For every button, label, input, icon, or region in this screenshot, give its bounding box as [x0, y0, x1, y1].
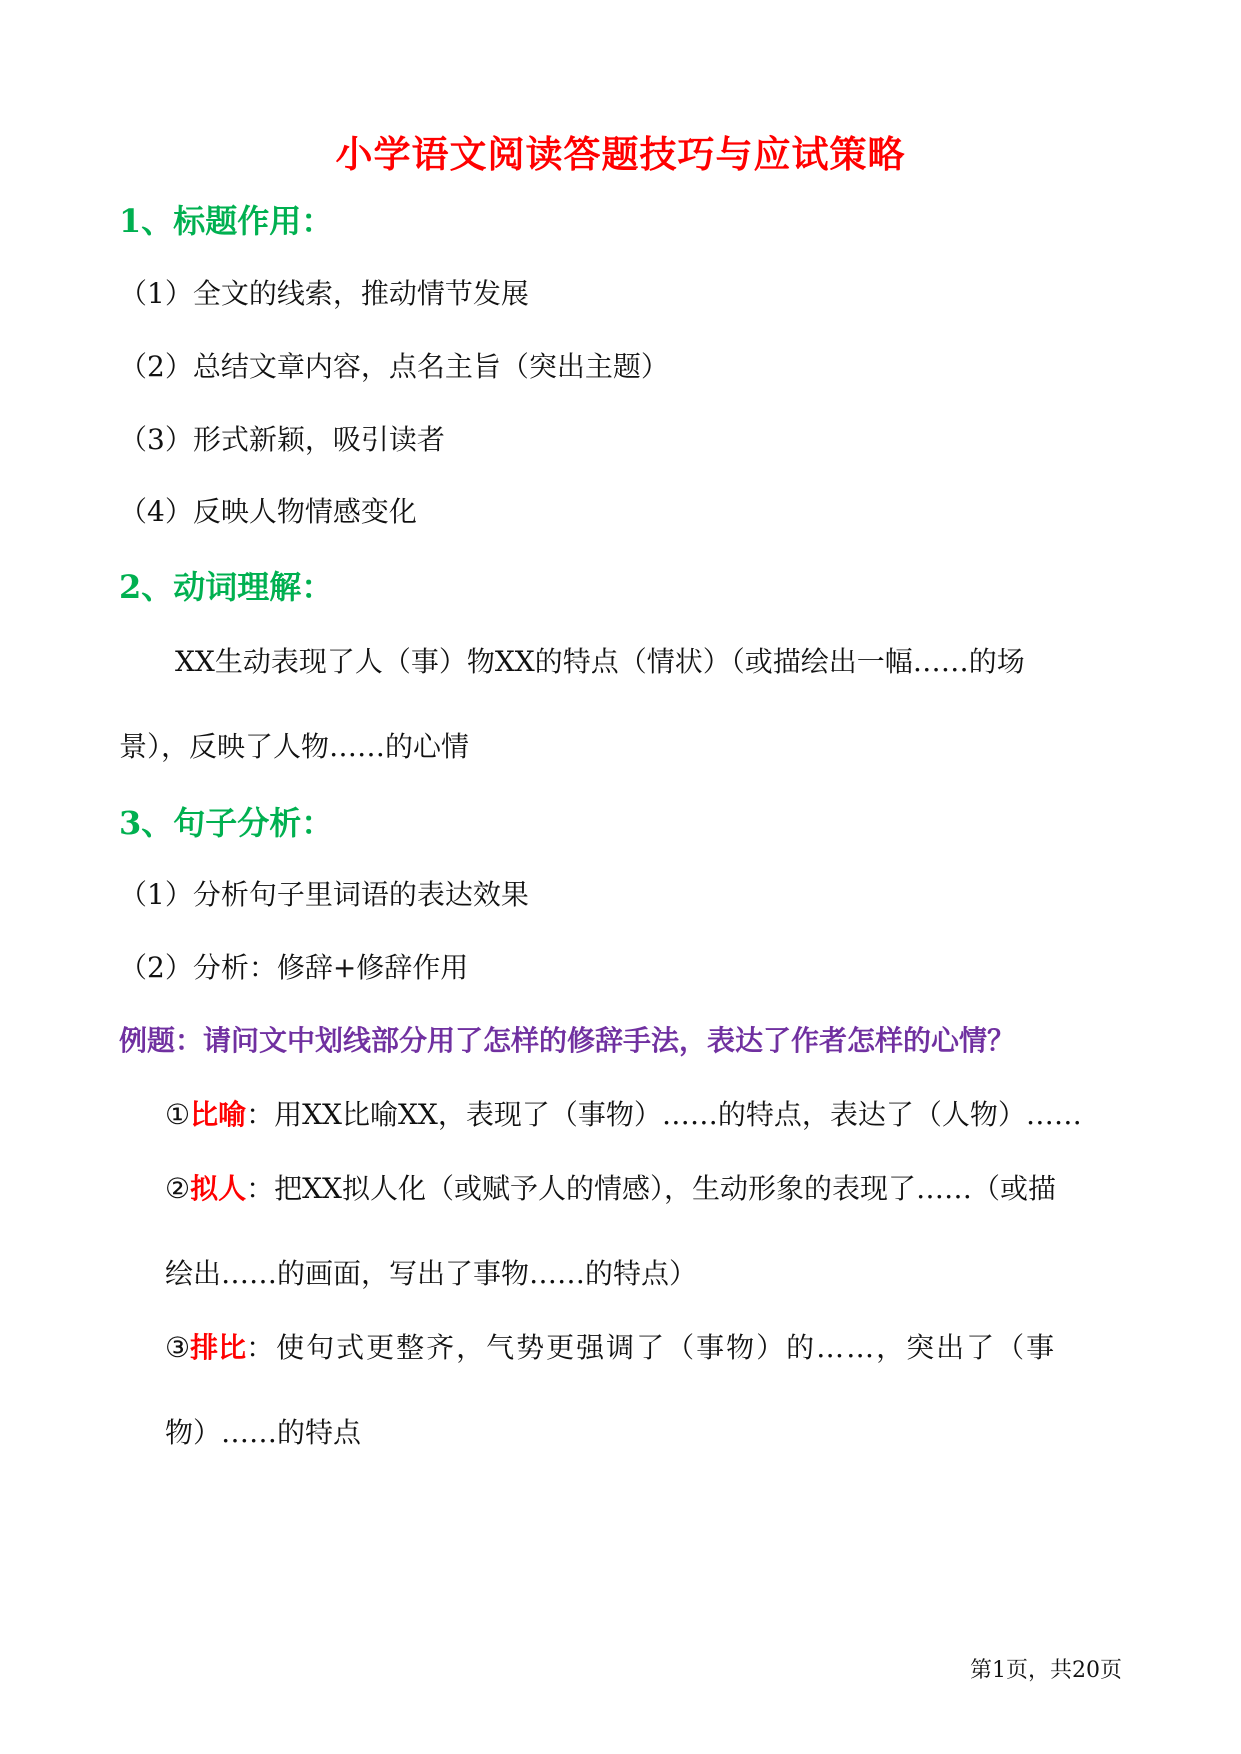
answer-parallelism [165, 1326, 1056, 1366]
section-heading-sentence-analysis: 3、句子分析： [119, 804, 334, 842]
example-question: 例题：请问文中划线部分用了怎样的修辞手法，表达了作者怎样的心情？ [119, 1024, 1016, 1057]
answer-marker: ① [165, 1098, 191, 1131]
rhetoric-term: 拟人 [190, 1172, 247, 1205]
page-number: 第1页，共20页 [970, 1658, 1122, 1683]
answer-simile [165, 1093, 1082, 1133]
answer-text-continued: 物）……的特点 [165, 1416, 362, 1449]
list-item: （1）分析句子里词语的表达效果 [119, 878, 529, 911]
paragraph-line: XX生动表现了人（事）物XX的特点（情状）（或描绘出一幅……的场 [175, 645, 1025, 678]
answer-personification [165, 1167, 1056, 1207]
list-item: （3）形式新颖，吸引读者 [119, 423, 445, 456]
answer-text-continued: 绘出……的画面，写出了事物……的特点） [165, 1257, 698, 1290]
list-item: （1）全文的线索，推动情节发展 [119, 277, 529, 310]
section-heading-verb-understanding: 2、动词理解： [119, 568, 334, 606]
section-heading-title-function: 1、标题作用： [119, 202, 334, 240]
answer-text: ：把XX拟人化（或赋予人的情感），生动形象的表现了……（或描 [246, 1172, 1056, 1205]
paragraph-line: 景），反映了人物……的心情 [119, 730, 470, 763]
document-title: 小学语文阅读答题技巧与应试策略 [335, 132, 906, 176]
rhetoric-term: 比喻 [190, 1098, 247, 1131]
list-item: （2）总结文章内容，点名主旨（突出主题） [119, 350, 669, 383]
answer-marker: ③ [165, 1331, 191, 1364]
list-item: （2）分析：修辞+修辞作用 [119, 951, 469, 984]
answer-text: ：使句式更整齐，气势更强调了（事物）的……，突出了（事 [246, 1331, 1057, 1364]
answer-text: ：用XX比喻XX，表现了（事物）……的特点，表达了（人物）…… [246, 1098, 1082, 1131]
answer-marker: ② [165, 1172, 191, 1205]
list-item: （4）反映人物情感变化 [119, 495, 417, 528]
rhetoric-term: 排比 [190, 1331, 247, 1364]
